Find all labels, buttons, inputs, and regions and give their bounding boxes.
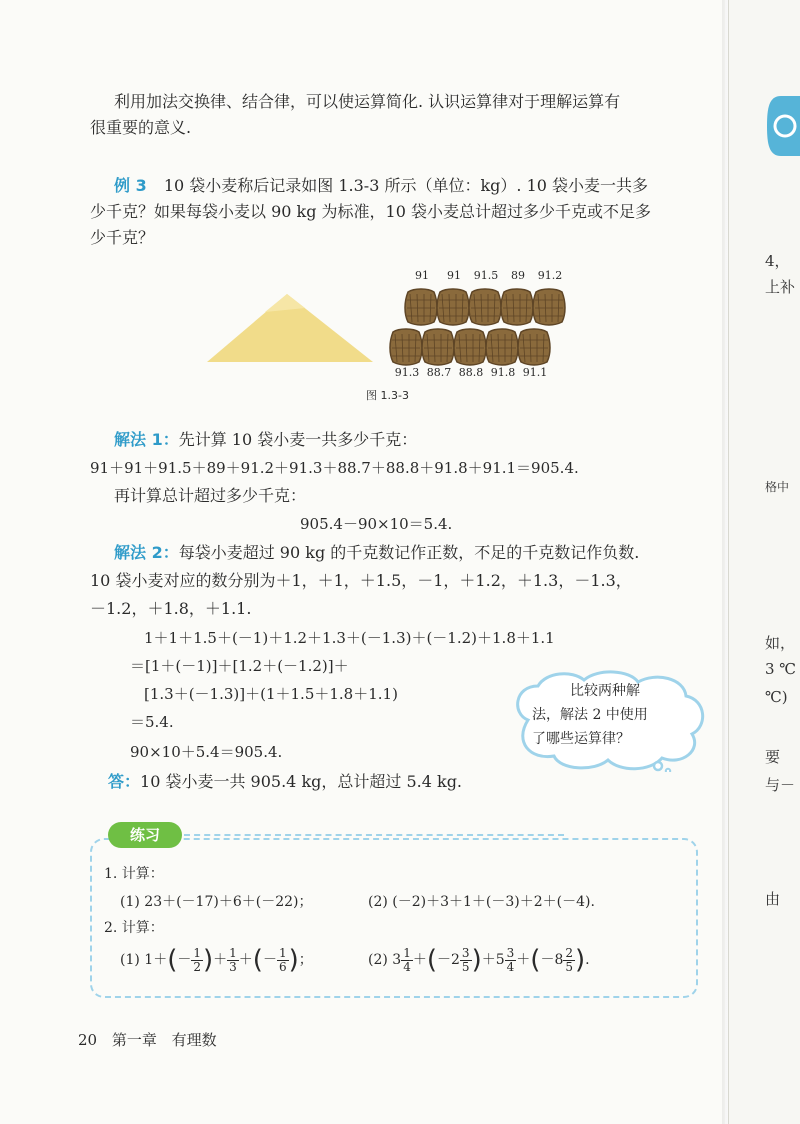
- solution1-label: 解法 1：: [114, 430, 179, 449]
- intro-line-2: 很重要的意义.: [90, 118, 192, 137]
- bag-label-top-1: 91: [415, 269, 429, 282]
- thought-bubble-dot-2: [666, 769, 670, 772]
- solution2-line-2: 10 袋小麦对应的数分别为＋1，＋1，＋1.5，－1，＋1.2，＋1.3，－1.3，: [90, 571, 632, 590]
- fraction-3-4: [505, 947, 517, 974]
- fraction-denominator: 5: [565, 959, 573, 974]
- figure-caption: 图 1.3-3: [366, 389, 409, 402]
- wheat-bag-2-2: [421, 326, 455, 366]
- side-fragment-1: 4，: [765, 252, 790, 270]
- exercise-q1-part2: (2) (－2)＋3＋1＋(－3)＋2＋(－4).: [368, 894, 595, 910]
- wheat-bag-2-3: [453, 326, 487, 366]
- exercise-header-line: [184, 834, 564, 836]
- exercise-badge: 练习: [108, 822, 182, 848]
- example-line-2: 少千克？如果每袋小麦以 90 kg 为标准，10 袋小麦总计超过多少千克或不足多: [90, 202, 652, 221]
- q2-part2-prefix: (2) 3: [368, 952, 402, 968]
- page-number: 20: [78, 1031, 98, 1049]
- fraction-denominator: 3: [229, 959, 237, 974]
- fraction-numerator: 1: [403, 945, 411, 960]
- q2-part1-prefix: (1) 1＋: [120, 952, 168, 968]
- bubble-line-2: 法，解法 2 中使用: [532, 707, 648, 723]
- wheat-bag-1-2: [436, 286, 470, 326]
- bag-label-bottom-4: 91.8: [490, 366, 516, 379]
- fraction-1-2: [191, 947, 203, 974]
- adjacent-page: [728, 0, 800, 1124]
- paren-open: (: [426, 945, 437, 975]
- solution1-heading: [114, 428, 417, 452]
- fraction-numerator: 1: [278, 945, 287, 960]
- solution2-equation-a: 1＋1＋1.5＋(－1)＋1.2＋1.3＋(－1.3)＋(－1.2)＋1.8＋1.1: [144, 629, 555, 647]
- fraction-denominator: 4: [506, 959, 515, 974]
- paren-close: ): [575, 945, 586, 975]
- fraction-3-5: [460, 947, 472, 974]
- wheat-bag-1-3: [468, 286, 502, 326]
- chapter-tab-icon: [767, 96, 800, 156]
- bag-label-top-5: 91.2: [537, 269, 563, 282]
- bubble-line-1: 比较两种解: [570, 683, 640, 699]
- example-line-1: 10 袋小麦称后记录如图 1.3-3 所示（单位：kg）. 10 袋小麦一共多: [163, 176, 649, 195]
- page-footer: [78, 1028, 217, 1052]
- paren-close: ): [203, 945, 214, 975]
- fraction-denominator: 6: [278, 959, 287, 974]
- exercise-q2-label: 2. 计算：: [104, 920, 164, 936]
- fraction-denominator: 2: [193, 959, 201, 974]
- wheat-bag-2-5: [517, 326, 551, 366]
- bag-label-top-2: 91: [447, 269, 461, 282]
- fraction-denominator: 4: [403, 959, 411, 974]
- paren-open: (: [252, 945, 263, 975]
- bag-label-bottom-5: 91.1: [522, 366, 548, 379]
- mixed-int-2: 2: [451, 952, 460, 968]
- bag-label-top-4: 89: [511, 269, 525, 282]
- solution2-line-3: －1.2，＋1.8，＋1.1.: [90, 599, 252, 618]
- chapter-title: 有理数: [171, 1031, 217, 1049]
- fraction-numerator: 3: [461, 945, 470, 960]
- solution2-text: 每袋小麦超过 90 kg 的千克数记作正数，不足的千克数记作负数.: [178, 543, 640, 562]
- paren-close: ): [288, 945, 299, 975]
- mixed-int-8: 8: [554, 952, 564, 968]
- example-label: 例 3: [114, 176, 147, 195]
- wheat-pile-illustration: [205, 286, 375, 366]
- exercise-q2-part1: (1) 1＋(－ $\frac{1}{2}$ )＋ $\frac{1}{3}$ ＋(－ $\frac{1}{6}$ )；: [120, 945, 313, 975]
- wheat-bag-1-1: [404, 286, 438, 326]
- mixed-int-5: 5: [495, 952, 505, 968]
- solution2-equation-c: [1.3＋(－1.3)]＋(1＋1.5＋1.8＋1.1): [144, 685, 398, 703]
- fraction-1-3: [227, 947, 239, 974]
- side-fragment-5: 3 ℃: [765, 660, 797, 678]
- solution2-equation-b: ＝[1＋(－1)]＋[1.2＋(－1.2)]＋: [130, 657, 349, 675]
- side-fragment-4: 如，: [765, 634, 796, 652]
- fraction-numerator: 3: [506, 945, 515, 960]
- example-line-3: 少千克？: [90, 228, 155, 247]
- fraction-numerator: 2: [565, 945, 573, 960]
- solution2-equation-d: ＝5.4.: [130, 713, 174, 731]
- exercise-q1-label: 1. 计算：: [104, 866, 164, 882]
- exercise-q2-part2: (2) 3 $\frac{1}{4}$ ＋(－2 $\frac{3}{5}$ )＋5 $\frac{3}{4}$ ＋(－8 $\frac{2}{5}$ ).: [368, 945, 590, 975]
- solution2-equation-e: 90×10＋5.4＝905.4.: [130, 743, 283, 761]
- bag-label-bottom-1: 91.3: [394, 366, 420, 379]
- wheat-bag-1-5: [532, 286, 566, 326]
- wheat-bag-2-1: [389, 326, 423, 366]
- bubble-line-3: 了哪些运算律？: [532, 731, 630, 747]
- wheat-bag-2-4: [485, 326, 519, 366]
- exercise-q1-part1: (1) 23＋(－17)＋6＋(－22)；: [120, 894, 313, 910]
- thought-bubble-dot-1: [654, 762, 662, 770]
- side-fragment-9: 由: [765, 890, 781, 908]
- bag-label-bottom-3: 88.8: [458, 366, 484, 379]
- solution1-text-2: 再计算总计超过多少千克：: [114, 486, 307, 505]
- paren-open: (: [530, 945, 541, 975]
- wheat-bag-1-4: [500, 286, 534, 326]
- answer-line: [108, 770, 462, 794]
- fraction-denominator: 5: [461, 959, 470, 974]
- paren-open: (: [167, 945, 178, 975]
- solution2-heading: [114, 541, 639, 565]
- side-fragment-6: ℃): [765, 688, 788, 706]
- answer-label: 答：: [108, 772, 141, 791]
- side-fragment-7: 要: [765, 748, 781, 766]
- side-fragment-3: 格中: [765, 480, 790, 494]
- answer-text: 10 袋小麦一共 905.4 kg，总计超过 5.4 kg.: [140, 772, 463, 791]
- example-heading: [114, 174, 648, 198]
- bag-label-bottom-2: 88.7: [426, 366, 452, 379]
- fraction-1-6: [277, 947, 289, 974]
- fraction-numerator: 1: [193, 945, 201, 960]
- solution1-equation-1: 91＋91＋91.5＋89＋91.2＋91.3＋88.7＋88.8＋91.8＋91.1＝905.4.: [90, 459, 579, 477]
- fraction-1-4: [401, 947, 413, 974]
- chapter-label: 第一章: [111, 1031, 157, 1049]
- side-fragment-2: 上补: [765, 278, 796, 296]
- side-fragment-8: 与－: [765, 776, 796, 794]
- fraction-numerator: 1: [229, 945, 237, 960]
- solution1-text: 先计算 10 袋小麦一共多少千克：: [178, 430, 418, 449]
- intro-line-1: 利用加法交换律、结合律，可以使运算简化. 认识运算律对于理解运算有: [114, 92, 621, 111]
- fraction-2-5: [563, 947, 575, 974]
- solution2-label: 解法 2：: [114, 543, 179, 562]
- bag-label-top-3: 91.5: [473, 269, 499, 282]
- solution1-equation-2: 905.4－90×10＝5.4.: [300, 515, 453, 533]
- paren-close: ): [471, 945, 482, 975]
